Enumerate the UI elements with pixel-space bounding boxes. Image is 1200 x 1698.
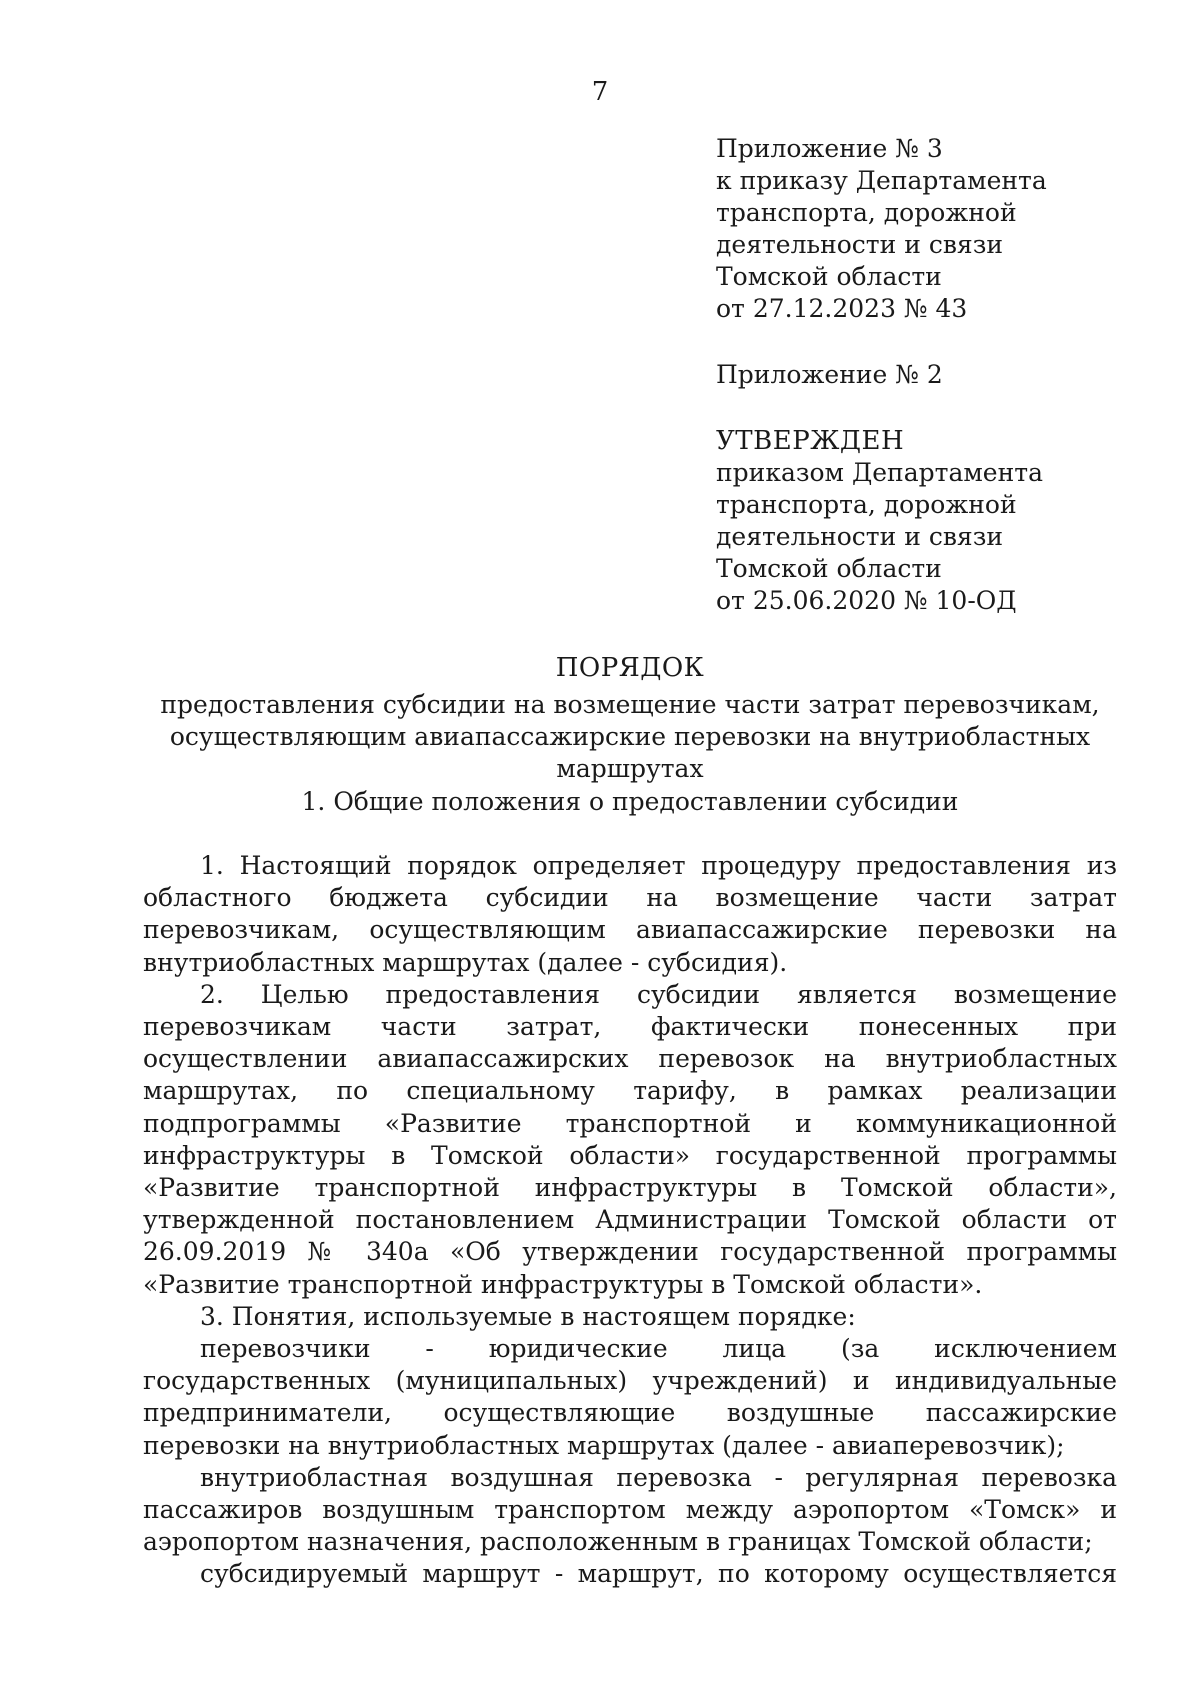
paragraph: внутриобластная воздушная перевозка - регулярная перевозка пассажиров воздушным транспортом между аэропортом «Томск» и аэропортом назначения, расположенным в границах Томской области;	[143, 1462, 1117, 1557]
paragraph: субсидируемый маршрут - маршрут, по которому осуществляется	[200, 1559, 1117, 1589]
paragraph: 2. Целью предоставления субсидии является возмещение перевозчикам части затрат, фактически понесенных при осуществлении авиапассажирских перевозок на внутриобластных маршрутах, по специальному тарифу, в рамках реализации подпрограммы «Развитие транспортной и коммуникационной инфраструктуры в Томской области» государственной программы «Развитие транспортной инфраструктуры в Томской области», утвержденной постановлением Администрации Томской области от 26.09.2019 № 340а «Об утверждении государственной программы «Развитие транспортной инфраструктуры в Томской области».	[143, 979, 1117, 1299]
subtitle-line: осуществляющим авиапассажирские перевозки на внутриобластных маршрутах	[169, 722, 1091, 783]
approved-line: деятельности и связи	[716, 522, 1003, 551]
approved-line: от 25.06.2020 № 10-ОД	[716, 586, 1017, 615]
approved-line: транспорта, дорожной	[716, 490, 1017, 519]
section-heading: 1. Общие положения о предоставлении субсидии	[301, 787, 959, 816]
attachment-3-line: Томской области	[716, 262, 942, 291]
document-title: ПОРЯДОК	[555, 653, 705, 683]
attachment-3-block	[716, 133, 1156, 325]
document-body	[143, 850, 1117, 1591]
attachment-2-block	[716, 359, 1156, 391]
approved-line: приказом Департамента	[716, 458, 1044, 487]
paragraph: перевозчики - юридические лица (за исключением государственных (муниципальных) учреждений) и индивидуальные предприниматели, осуществляющие воздушные пассажирские перевозки на внутриобластных маршрутах (далее - авиаперевозчик);	[143, 1334, 1117, 1460]
attachment-3-line: к приказу Департамента	[716, 166, 1047, 195]
attachment-2-label: Приложение № 2	[716, 360, 943, 389]
approval-stamp-block	[716, 425, 1156, 617]
document-subtitle	[143, 689, 1117, 785]
attachment-3-line: транспорта, дорожной	[716, 198, 1017, 227]
paragraph: 3. Понятия, используемые в настоящем порядке:	[200, 1301, 856, 1331]
attachment-3-line: Приложение № 3	[716, 134, 943, 163]
page-number: 7	[591, 77, 609, 107]
subtitle-line: предоставления субсидии на возмещение части затрат перевозчикам,	[160, 690, 1100, 719]
approved-line: Томской области	[716, 554, 942, 583]
paragraph: 1. Настоящий порядок определяет процедуру предоставления из областного бюджета субсидии на возмещение части затрат перевозчикам, осуществляющим авиапассажирские перевозки на внутриобластных маршрутах (далее - субсидия).	[143, 851, 1117, 977]
attachment-3-line: деятельности и связи	[716, 230, 1003, 259]
attachment-3-line: от 27.12.2023 № 43	[716, 294, 968, 323]
approved-title: УТВЕРЖДЕН	[716, 426, 905, 456]
